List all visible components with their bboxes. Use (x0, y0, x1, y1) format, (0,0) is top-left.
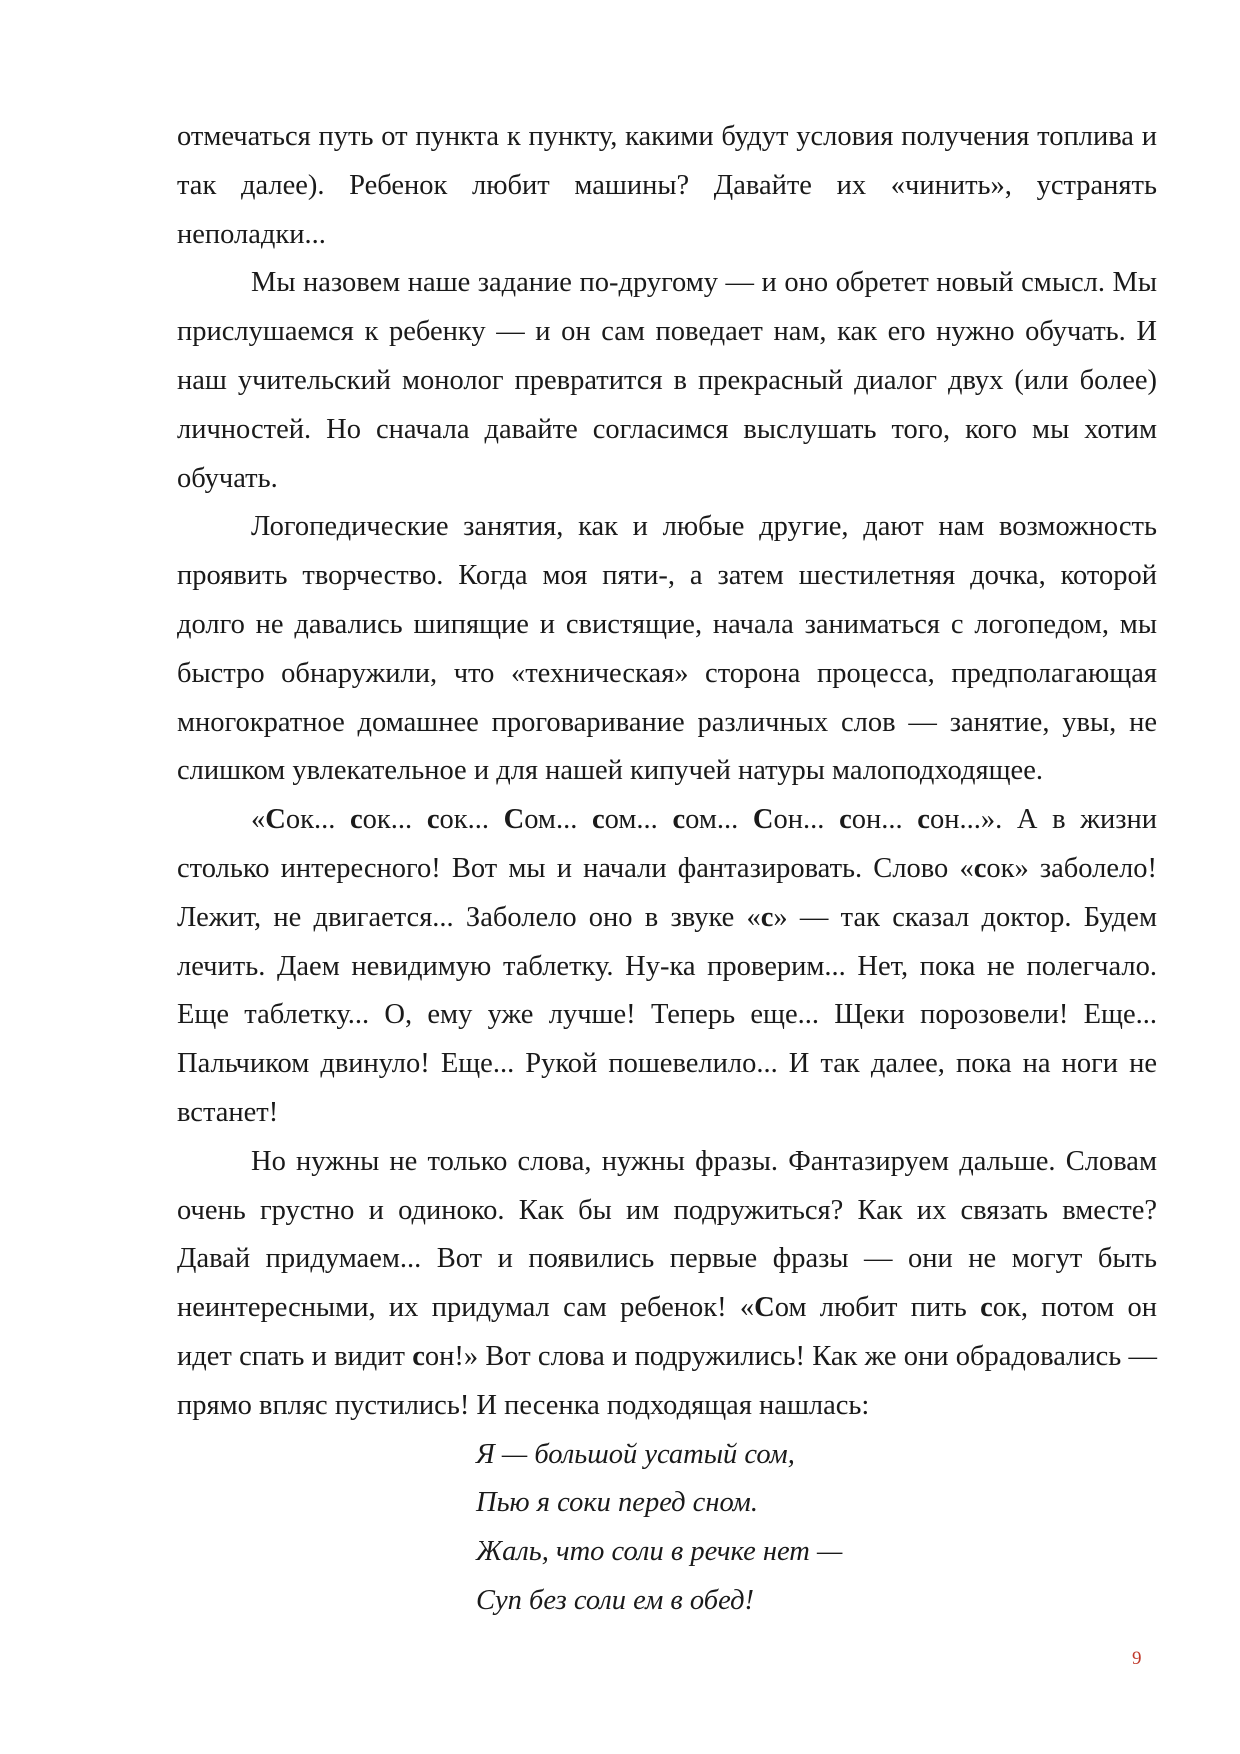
poem-line: Жаль, что соли в речке нет — (476, 1536, 843, 1568)
paragraph-text: он... (773, 804, 840, 836)
emphasized-letter: С (265, 804, 286, 836)
emphasized-letter: с (980, 1292, 993, 1324)
emphasized-letter: с (760, 901, 774, 933)
paragraphs (177, 113, 1157, 1431)
paragraph-text: ок... (285, 804, 350, 836)
emphasized-letter: с (839, 804, 852, 836)
paragraph (177, 503, 1157, 796)
paragraph-text: он...». А в жизни столько интересного! Вот мы и начали фантазировать. Слово « (177, 804, 1157, 884)
paragraph-text: ок» заболело! Лежит, не двигается... Заболело оно в звуке « (177, 852, 1157, 933)
paragraph-text: он!» Вот слова и подружились! Как же они обрадовались — прямо впляс пустились! И песенка подходящая нашлась: (177, 1340, 1158, 1421)
paragraph-text: ок, потом он идет спать и видит (177, 1292, 1158, 1372)
page-number: 9 (1132, 1648, 1142, 1669)
poem-line: Я — большой усатый сом, (476, 1438, 795, 1470)
paragraph-text: « (251, 804, 266, 836)
paragraph (177, 796, 1157, 1138)
paragraph-text: он... (851, 804, 918, 836)
paragraph (177, 113, 1157, 259)
paragraph-text: ом любит пить (774, 1292, 981, 1324)
poem (177, 1431, 1157, 1626)
paragraph-text: ом... (685, 804, 753, 836)
paragraph-text: Логопедические занятия, как и любые другие, дают нам возможность проявить творчество. Когда моя пяти-, а затем шестилетняя дочка, которой долго не давались шипящие и свистящие, начала заниматься с логопедом, мы быстро обнаружили, что «техническая» сторона процесса, предполагающая многократное домашнее проговаривание различных слов — занятие, увы, не слишком увлекательное и для нашей кипучей натуры малоподходящее. (177, 511, 1157, 787)
poem-line: Суп без соли ем в обед! (476, 1584, 754, 1616)
poem-line: Пью я соки перед сном. (476, 1487, 758, 1519)
paragraph-text: Мы назовем наше задание по-другому — и оно обретет новый смысл. Мы прислушаемся к ребенку — и он сам поведает нам, как его нужно обучать. И наш учительский монолог превратится в прекрасный диалог двух (или более) личностей. Но сначала давайте согласимся выслушать того, кого мы хотим обучать. (177, 267, 1157, 494)
emphasized-letter: с (412, 1340, 425, 1372)
emphasized-letter: с (350, 804, 363, 836)
emphasized-letter: С (752, 804, 774, 836)
paragraph-text: Но нужны не только слова, нужны фразы. Фантазируем дальше. Словам очень грустно и одиноко. Как бы им подружиться? Как их связать вместе? Давай придумаем... Вот и появились первые фразы — они не могут быть неинтересными, их придумал сам ребенок! « (177, 1145, 1157, 1324)
paragraph-text: отмечаться путь от пункта к пункту, какими будут условия получения топлива и так далее). Ребенок любит машины? Давайте их «чинить», устранять неполадки... (177, 121, 1157, 250)
paragraph-text: ок... (362, 804, 427, 836)
paragraph-text: ом... (524, 804, 593, 836)
emphasized-letter: с (672, 804, 686, 836)
emphasized-letter: С (754, 1292, 775, 1324)
emphasized-letter: с (592, 804, 605, 836)
paragraph-text: ом... (604, 804, 673, 836)
paragraph-text: ок... (439, 804, 504, 836)
body-text (177, 113, 1157, 1626)
emphasized-letter: С (503, 804, 525, 836)
paragraph (177, 1138, 1157, 1431)
paragraph-text: » — так сказал доктор. Будем лечить. Даем невидимую таблетку. Ну-ка проверим... Нет, пока не полегчало. Еще таблетку... О, ему уже лучше! Теперь еще... Щеки порозовели! Еще... Пальчиком двинуло! Еще... Рукой пошевелило... И так далее, пока на ноги не встанет! (177, 901, 1157, 1128)
paragraph (177, 259, 1157, 503)
emphasized-letter: с (973, 852, 987, 884)
emphasized-letter: с (917, 804, 930, 836)
emphasized-letter: с (426, 804, 440, 836)
